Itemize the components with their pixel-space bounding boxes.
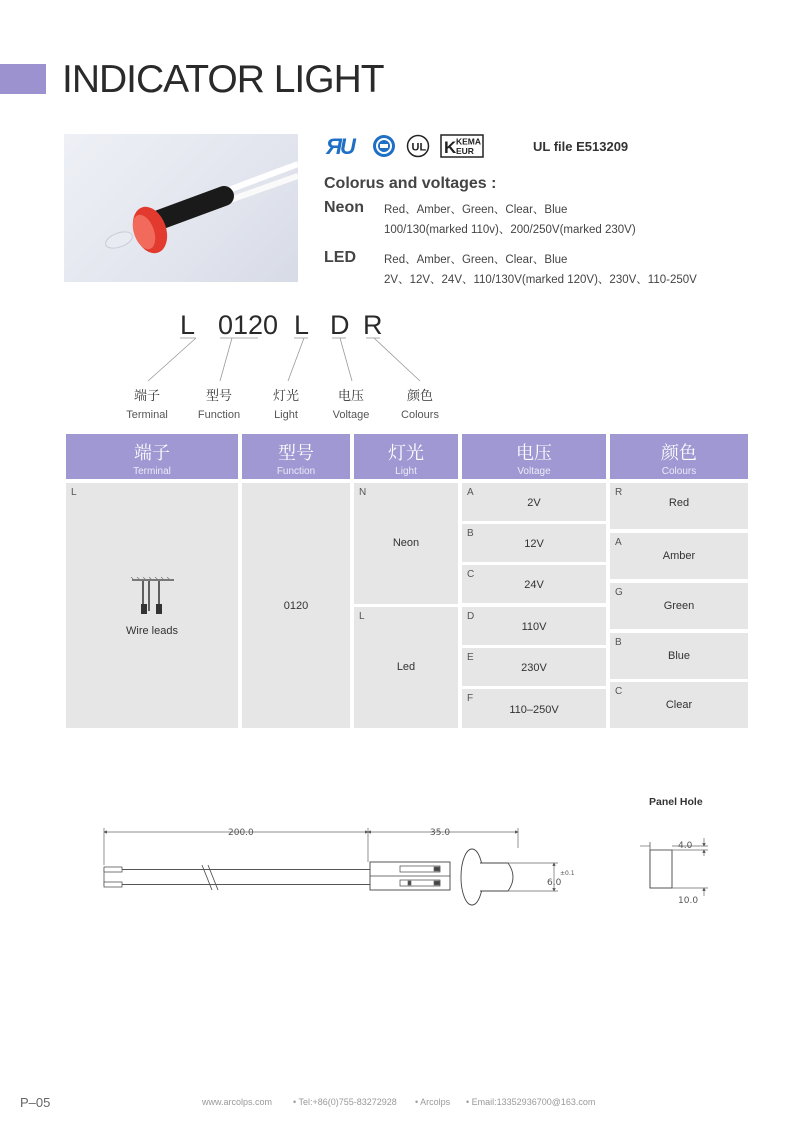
header-zh: 颜色 [661, 443, 697, 463]
code-voltage: D [330, 310, 350, 340]
dim-lens-diameter: 6.0 [547, 878, 562, 888]
kema-top-text: KEMA [456, 136, 482, 147]
led-voltages: 2V、12V、24V、110/130V(marked 120V)、230V、110-250V [384, 274, 697, 286]
dim-hole-height: 10.0 [678, 896, 699, 906]
voltage-key: D [467, 611, 475, 622]
table-header-terminal [66, 434, 238, 479]
voltage-value: 12V [524, 538, 544, 550]
page-number: P–05 [20, 1095, 51, 1110]
voltage-cell [462, 607, 606, 645]
segment-terminal-en: Terminal [126, 409, 168, 421]
voltage-value: 2V [527, 497, 541, 509]
code-terminal: L [180, 310, 196, 340]
header-en: Function [276, 466, 316, 477]
code-light: L [294, 310, 310, 340]
header-zh: 型号 [278, 443, 314, 463]
voltage-value: 24V [524, 579, 544, 591]
header-en: Terminal [133, 466, 171, 477]
terminal-value: Wire leads [126, 625, 178, 637]
voltage-cell [462, 689, 606, 728]
colour-cell [610, 633, 748, 679]
colour-key: C [615, 686, 623, 697]
footer-email: • Email:13352936700@163.com [466, 1097, 596, 1107]
neon-label: Neon [324, 199, 364, 216]
segment-function-en: Function [197, 409, 241, 421]
colour-cell [610, 533, 748, 579]
code-connector-lines [0, 0, 800, 420]
voltage-cell [462, 483, 606, 521]
led-label: LED [324, 249, 356, 266]
colour-value: Clear [665, 699, 693, 711]
header-zh: 灯光 [388, 443, 424, 463]
segment-voltage-zh: 电压 [337, 388, 364, 403]
svg-text:Я: Я [326, 135, 343, 157]
voltage-key: F [467, 693, 474, 704]
light-value: Led [396, 661, 416, 673]
voltage-cell [462, 648, 606, 686]
segment-function-zh: 型号 [205, 388, 232, 403]
dim-lead-length: 200.0 [228, 828, 254, 838]
colour-cell [610, 483, 748, 529]
dim-hole-width: 4.0 [678, 841, 693, 851]
code-function: 0120 [218, 310, 279, 340]
voltage-key: C [467, 569, 475, 580]
dim-body-length: 35.0 [430, 828, 451, 838]
light-value: Neon [392, 537, 420, 549]
segment-colours-en: Colours [401, 409, 439, 421]
voltage-value: 110–250V [509, 704, 559, 716]
table-header-colours [610, 434, 748, 479]
colour-value: Green [663, 600, 695, 612]
wire-leads-icon [130, 577, 176, 619]
voltage-key: E [467, 652, 474, 663]
function-cell [242, 483, 350, 728]
light-cell-led [354, 607, 458, 728]
header-zh: 电压 [516, 443, 552, 463]
table-header-voltage [462, 434, 606, 479]
footer-tel: • Tel:+86(0)755-83272928 [293, 1097, 397, 1107]
footer-website: www.arcolps.com [202, 1097, 273, 1107]
segment-colours-zh: 颜色 [406, 388, 433, 403]
led-colors: Red、Amber、Green、Clear、Blue [384, 254, 568, 266]
header-en: Light [395, 466, 417, 477]
segment-voltage-en: Voltage [332, 409, 370, 421]
ul-file-number: UL file E513209 [533, 139, 629, 154]
voltage-key: B [467, 528, 474, 539]
colour-value: Blue [667, 650, 691, 662]
light-key: N [359, 487, 367, 498]
footer-brand: • Arcolps [415, 1097, 451, 1107]
colour-value: Amber [662, 550, 696, 562]
colour-key: B [615, 637, 622, 648]
panel-hole-title: Panel Hole [649, 796, 703, 808]
svg-text:UL: UL [411, 141, 427, 154]
voltage-key: A [467, 487, 474, 498]
dim-tolerance: ±0.1 [560, 870, 575, 877]
colour-key: G [615, 587, 623, 598]
code-colour: R [363, 310, 383, 340]
voltage-value: 110V [521, 621, 547, 633]
neon-colors: Red、Amber、Green、Clear、Blue [384, 204, 568, 216]
colour-value: Red [668, 497, 690, 509]
svg-text:U: U [340, 135, 356, 157]
neon-voltages: 100/130(marked 110v)、200/250V(marked 230V) [384, 224, 636, 236]
terminal-key: L [71, 487, 77, 498]
function-value: 0120 [283, 600, 309, 612]
segment-light-zh: 灯光 [272, 388, 299, 403]
specs-title: Colorus and voltages : [324, 175, 497, 192]
table-header-function [242, 434, 350, 479]
voltage-cell [462, 565, 606, 603]
header-en: Voltage [517, 466, 551, 477]
terminal-cell [66, 483, 238, 728]
colour-key: R [615, 487, 623, 498]
svg-text:K: K [444, 138, 457, 157]
colour-cell [610, 682, 748, 728]
light-key: L [359, 611, 365, 622]
segment-terminal-zh: 端子 [133, 388, 160, 403]
kema-bottom-text: EUR [456, 146, 474, 156]
header-zh: 端子 [134, 443, 170, 463]
voltage-cell [462, 524, 606, 562]
colour-cell [610, 583, 748, 629]
table-header-light [354, 434, 458, 479]
dimension-drawing [90, 820, 720, 910]
light-cell-neon [354, 483, 458, 604]
header-en: Colours [661, 466, 697, 477]
colour-key: A [615, 537, 622, 548]
page-title: INDICATOR LIGHT [62, 58, 384, 101]
voltage-value: 230V [521, 662, 547, 674]
segment-light-en: Light [274, 409, 298, 421]
